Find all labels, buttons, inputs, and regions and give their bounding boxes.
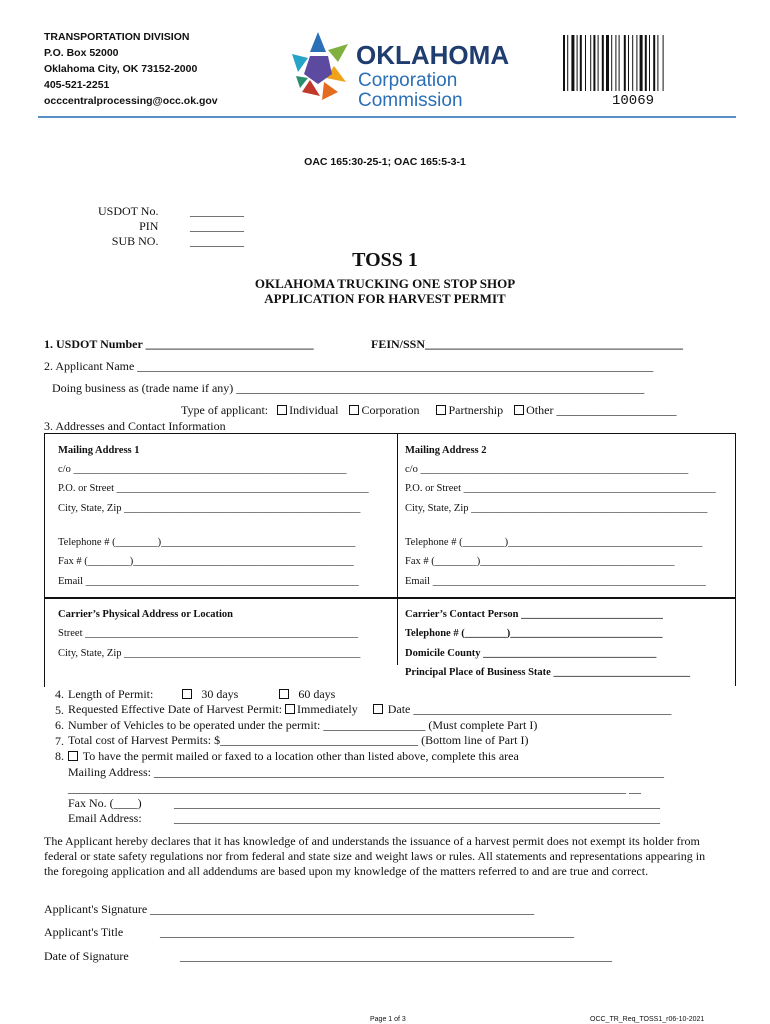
pin-label: PIN [139, 219, 159, 233]
fein-ssn-field[interactable]: FEIN/SSN___________________________________________ [371, 337, 684, 351]
partnership-label: Partnership [448, 403, 504, 417]
immediately-label: Immediately [297, 702, 358, 716]
alt-fax-field[interactable]: _________________________________________________________________________________ [174, 796, 660, 810]
agency-email: occcentralprocessing@occ.ok.gov [44, 95, 218, 107]
regulation-reference: OAC 165:30-25-1; OAC 165:5-3-1 [304, 156, 466, 168]
barcode-bar [628, 35, 629, 91]
applicant-name-field[interactable]: 2. Applicant Name ______________________________________________________________________________________ [44, 359, 654, 373]
physical-box-divider [397, 597, 398, 665]
barcode-bar [619, 35, 620, 91]
usdot-label: USDOT No. [98, 204, 159, 218]
svg-text:Corporation: Corporation [358, 70, 458, 91]
email-1-field[interactable]: Email ____________________________________________________ [58, 576, 359, 587]
corporation-label: Corporation [361, 403, 420, 417]
partnership-checkbox[interactable] [436, 405, 446, 415]
barcode-bar [598, 35, 599, 91]
signature-date-field[interactable]: ________________________________________________________________________ [180, 949, 612, 963]
usdot-number-field[interactable]: 1. USDOT Number ____________________________ [44, 337, 314, 351]
item-8-number: 8. [55, 749, 64, 763]
barcode-bar [563, 35, 565, 91]
form-code: OCC_TR_Req_TOSS1_r06-10-2021 [590, 1016, 705, 1023]
mailing-address-1-title: Mailing Address 1 [58, 445, 140, 456]
date-checkbox[interactable] [373, 704, 383, 714]
applicant-type-row [181, 403, 676, 418]
item-numbers [44, 687, 64, 765]
barcode-bar [645, 35, 647, 91]
individual-label: Individual [289, 403, 339, 417]
dba-field[interactable]: Doing business as (trade name if any) ____________________________________________________________________ [52, 381, 645, 395]
agency-address-block [44, 29, 218, 109]
form-subtitle-1: OKLAHOMA TRUCKING ONE STOP SHOP [254, 276, 516, 291]
svg-text:OKLAHOMA: OKLAHOMA [356, 40, 510, 70]
barcode-bar [624, 35, 626, 91]
individual-checkbox[interactable] [277, 405, 287, 415]
city-state-zip-2-field[interactable]: City, State, Zip _____________________________________________ [405, 503, 708, 514]
physical-address-title: Carrier’s Physical Address or Location [58, 609, 233, 620]
id-block [98, 204, 158, 249]
sub-blank[interactable]: _________ [190, 234, 244, 248]
co-1-field[interactable]: c/o ____________________________________________________ [58, 464, 347, 475]
item-6-number: 6. [55, 718, 64, 732]
contact-telephone-field[interactable]: Telephone # (________)_____________________________ [405, 628, 663, 639]
other-field[interactable]: Other ____________________ [526, 403, 677, 417]
logo-star-icon [292, 32, 348, 100]
barcode-bar [611, 35, 612, 91]
po-street-2-field[interactable]: P.O. or Street ________________________________________________ [405, 483, 716, 494]
fax-2-field[interactable]: Fax # (________)_____________________________________ [405, 556, 675, 567]
alt-mailing-address-line-2[interactable]: _____________________________________________________________________________________________ __ [68, 781, 641, 795]
30-days-checkbox[interactable] [182, 689, 192, 699]
barcode-bar [653, 35, 655, 91]
co-2-field[interactable]: c/o ___________________________________________________ [405, 464, 689, 475]
mailing-address-box [44, 433, 736, 599]
barcode-bar [580, 35, 582, 91]
telephone-1-field[interactable]: Telephone # (________)_____________________________________ [58, 537, 356, 548]
svg-text:Commission: Commission [358, 90, 463, 110]
alt-email-label: Email Address: [68, 811, 142, 825]
alt-email-field[interactable]: _________________________________________________________________________________ [174, 811, 660, 825]
domicile-county-field[interactable]: Domicile County _________________________________ [405, 648, 657, 659]
alt-fax-label: Fax No. (____) [68, 796, 142, 810]
barcode-bar [567, 35, 568, 91]
applicant-signature-field[interactable]: Applicant's Signature ________________________________________________________________ [44, 902, 535, 916]
mailing-address-2-title: Mailing Address 2 [405, 445, 487, 456]
total-cost-field[interactable]: Total cost of Harvest Permits: $_________________________________ (Bottom line of Part I) [68, 733, 529, 747]
effective-date-label: Requested Effective Date of Harvest Permit: [68, 702, 283, 716]
permit-length-label: Length of Permit: [68, 687, 154, 701]
street-field[interactable]: Street ____________________________________________________ [58, 628, 359, 639]
addresses-heading: 3. Addresses and Contact Information [44, 419, 226, 433]
barcode-bar [602, 35, 604, 91]
mail-fax-checkbox[interactable] [68, 751, 78, 761]
usdot-blank[interactable]: _________ [190, 204, 244, 218]
60-days-label: 60 days [298, 687, 336, 701]
occ-logo [288, 30, 523, 110]
barcode [563, 35, 713, 95]
sub-label: SUB NO. [111, 234, 159, 248]
division-name: TRANSPORTATION DIVISION [44, 31, 190, 43]
declaration-text: The Applicant hereby declares that it has knowledge of and understands the issuance of a harvest permit does not exempt its holder from federal or state safety regulations nor from federal and state size and weight laws or rules. All statements and representations appearing in the foregoing application and all addendums are based upon my knowledge of the matters referred to and are true and correct. [44, 834, 706, 878]
city-state-zip-1-field[interactable]: City, State, Zip _____________________________________________ [58, 503, 361, 514]
applicant-title-field[interactable]: _____________________________________________________________________ [160, 925, 574, 939]
applicant-title-label: Applicant's Title [44, 925, 124, 939]
item-4-number: 4. [55, 687, 64, 701]
barcode-bar [632, 35, 633, 91]
barcode-bar [649, 35, 650, 91]
city-state-zip-3-field[interactable]: City, State, Zip _____________________________________________ [58, 648, 361, 659]
telephone-2-field[interactable]: Telephone # (________)_____________________________________ [405, 537, 703, 548]
date-field[interactable]: Date ___________________________________________ [387, 702, 672, 716]
barcode-bar [585, 35, 586, 91]
other-checkbox[interactable] [514, 405, 524, 415]
signature-date-label: Date of Signature [44, 949, 129, 963]
barcode-bar [663, 35, 664, 91]
vehicles-field[interactable]: Number of Vehicles to be operated under the permit: _________________ (Must complete Part I) [68, 718, 538, 732]
principal-business-state-field[interactable]: Principal Place of Business State __________________________ [405, 667, 690, 678]
barcode-bar [606, 35, 609, 91]
physical-box-left-edge [44, 665, 45, 687]
barcode-bar [590, 35, 591, 91]
po-street-1-field[interactable]: P.O. or Street ________________________________________________ [58, 483, 369, 494]
barcode-bar [571, 35, 574, 91]
mailing-box-divider [397, 433, 398, 599]
email-2-field[interactable]: Email ____________________________________________________ [405, 576, 706, 587]
barcode-bar [577, 35, 578, 91]
applicant-type-label: Type of applicant: [181, 403, 269, 417]
immediately-checkbox[interactable] [285, 704, 295, 714]
barcode-bar [615, 35, 616, 91]
barcode-bar [657, 35, 658, 91]
effective-date-row [68, 702, 671, 717]
item-5-number: 5. [55, 702, 64, 717]
contact-person-field[interactable]: Carrier’s Contact Person ___________________________ [405, 609, 663, 620]
mail-fax-label: To have the permit mailed or faxed to a location other than listed above, complete this area [82, 749, 519, 763]
fax-1-field[interactable]: Fax # (________)__________________________________________ [58, 556, 354, 567]
barcode-bar [640, 35, 643, 91]
form-subtitle-2: APPLICATION FOR HARVEST PERMIT [264, 291, 506, 306]
permit-length-row [68, 687, 335, 702]
page-number: Page 1 of 3 [370, 1016, 406, 1023]
phone-number: 405-521-2251 [44, 79, 110, 91]
header-divider [38, 116, 736, 118]
60-days-checkbox[interactable] [279, 689, 289, 699]
item-7-number: 7. [55, 733, 64, 748]
id-blanks [190, 204, 244, 249]
alt-mailing-address-field[interactable]: Mailing Address: _____________________________________________________________________________________ [68, 765, 664, 779]
pin-blank[interactable]: _________ [190, 219, 244, 233]
barcode-bar [593, 35, 595, 91]
corporation-checkbox[interactable] [349, 405, 359, 415]
barcode-number: 10069 [612, 93, 655, 109]
po-box: P.O. Box 52000 [44, 47, 119, 59]
barcode-bar [636, 35, 637, 91]
form-title: TOSS 1 [352, 249, 418, 271]
city-state-zip: Oklahoma City, OK 73152-2000 [44, 63, 198, 75]
mail-fax-row [68, 749, 519, 764]
30-days-label: 30 days [201, 687, 239, 701]
